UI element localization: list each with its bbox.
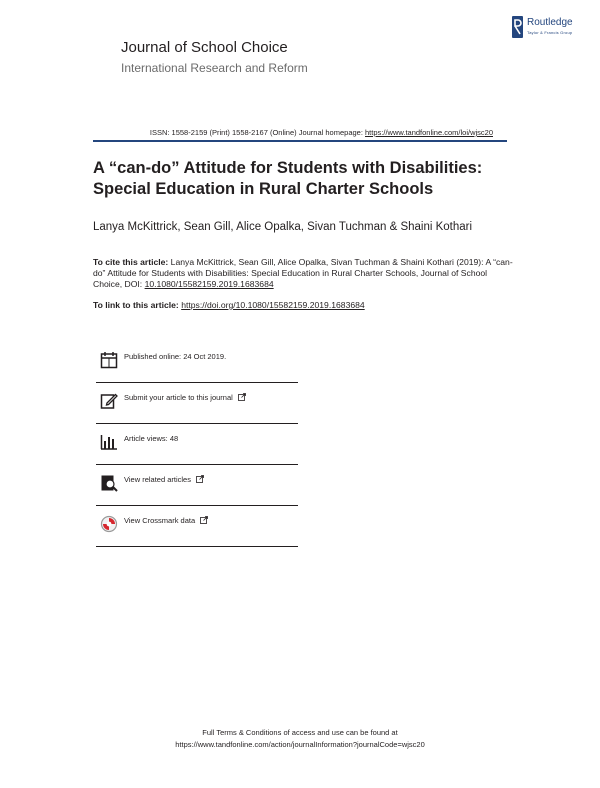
edit-icon	[100, 392, 118, 410]
related-articles-label: View related articles	[124, 475, 191, 484]
external-link-icon	[196, 475, 204, 483]
footer	[0, 727, 600, 751]
bar-chart-icon	[100, 433, 118, 451]
article-doi-link[interactable]: https://doi.org/10.1080/15582159.2019.1683684	[181, 300, 365, 310]
article-info-box	[96, 342, 298, 547]
routledge-logo-icon	[512, 16, 523, 38]
submit-row[interactable]	[96, 383, 298, 424]
citation-text: Lanya McKittrick, Sean Gill, Alice Opalka, Sivan Tuchman & Shaini Kothari (2019): A “can-do” Attitude for Students with Disabilities: Special Education in Rural Charter Schools, Journal of School Choice, DOI:	[93, 257, 513, 290]
footer-terms-url[interactable]: https://www.tandfonline.com/action/journalInformation?journalCode=wjsc20	[175, 740, 425, 749]
citation-label: To cite this article:	[93, 257, 169, 267]
link-block	[93, 300, 365, 310]
article-views: Article views: 48	[124, 434, 179, 443]
article-title: A “can-do” Attitude for Students with Disabilities: Special Education in Rural Charter Schools	[93, 159, 483, 198]
publisher-name: Routledge	[527, 17, 573, 28]
calendar-icon	[100, 351, 118, 369]
article-authors: Lanya McKittrick, Sean Gill, Alice Opalka, Sivan Tuchman & Shaini Kothari	[93, 221, 473, 233]
published-row	[96, 342, 298, 383]
publisher-logo	[512, 16, 592, 40]
crossmark-row[interactable]	[96, 506, 298, 547]
related-articles-link[interactable]	[124, 475, 204, 484]
citation-block	[93, 257, 513, 291]
issn-text: ISSN: 1558-2159 (Print) 1558-2167 (Online) Journal homepage:	[149, 128, 366, 137]
journal-title: Journal of School Choice	[121, 39, 288, 56]
submit-article-link[interactable]	[124, 393, 246, 402]
crossmark-icon	[100, 515, 118, 533]
crossmark-label: View Crossmark data	[124, 516, 196, 525]
submit-article-label: Submit your article to this journal	[124, 393, 233, 402]
external-link-icon	[200, 516, 208, 524]
link-label: To link to this article:	[93, 300, 182, 310]
external-link-icon	[238, 393, 246, 401]
publisher-tagline: Taylor & Francis Group	[527, 30, 573, 35]
journal-subtitle: International Research and Reform	[121, 61, 308, 75]
crossmark-link[interactable]	[124, 516, 208, 525]
views-row	[96, 424, 298, 465]
related-row[interactable]	[96, 465, 298, 506]
citation-doi-link[interactable]: 10.1080/15582159.2019.1683684	[144, 279, 274, 290]
header-divider	[93, 140, 507, 142]
related-search-icon	[100, 474, 118, 492]
journal-homepage-link[interactable]: https://www.tandfonline.com/loi/wjsc20	[365, 128, 493, 137]
published-date: Published online: 24 Oct 2019.	[124, 352, 227, 361]
footer-terms: Full Terms & Conditions of access and use can be found at	[202, 728, 398, 737]
issn-line	[0, 128, 493, 137]
